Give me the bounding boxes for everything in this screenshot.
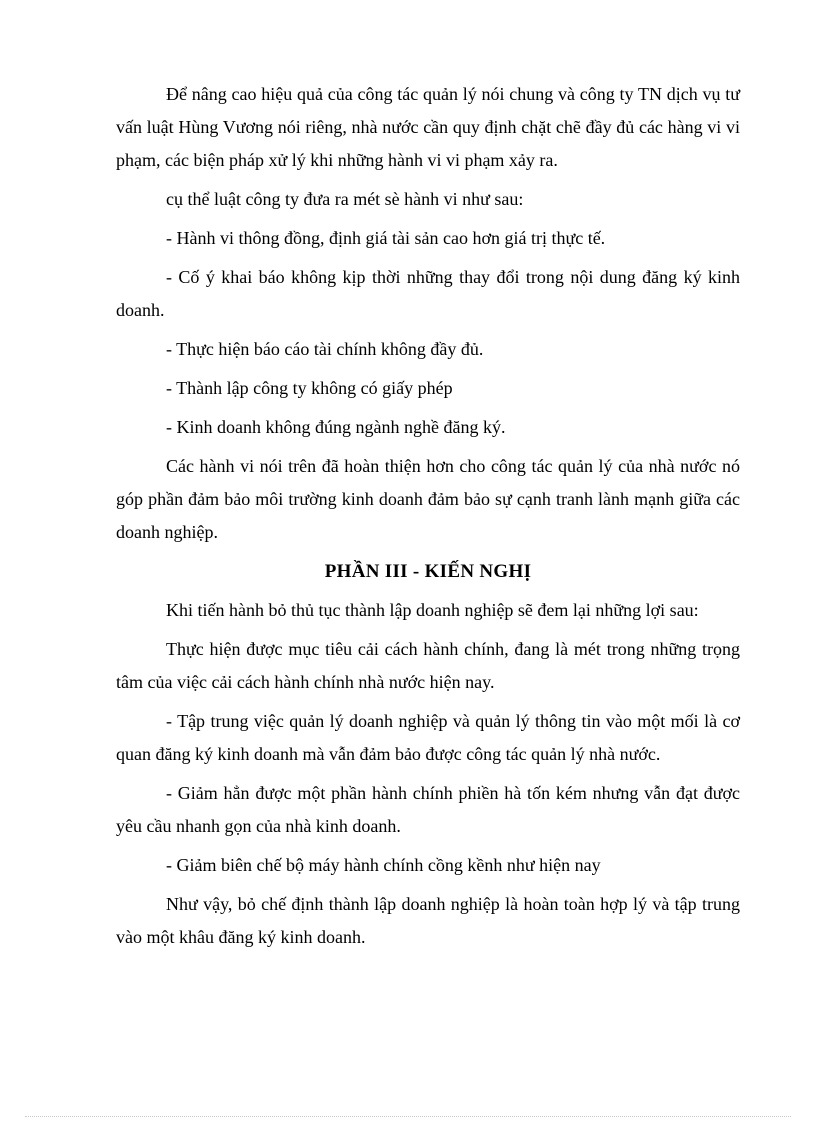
document-page [116, 78, 740, 960]
paragraph-benefits-intro: Khi tiến hành bỏ thủ tục thành lập doanh nghiệp sẽ đem lại những lợi sau: [166, 600, 699, 620]
paragraph-final: Như vậy, bỏ chế định thành lập doanh nghiệp là hoàn toàn hợp lý và tập trung vào một khâu đăng ký kinh doanh. [116, 894, 740, 947]
list-item: - Thực hiện báo cáo tài chính không đầy đủ. [166, 339, 484, 359]
list-item: - Tập trung việc quản lý doanh nghiệp và quản lý thông tin vào một mối là cơ quan đăng ký kinh doanh mà vẫn đảm bảo được công tác quản lý nhà nước. [116, 711, 740, 764]
list-item: - Kinh doanh không đúng ngành nghề đăng ký. [166, 417, 506, 437]
paragraph-benefit: Thực hiện được mục tiêu cải cách hành chính, đang là mét trong những trọng tâm của việc cải cách hành chính nhà nước hiện nay. [116, 639, 740, 692]
list-item: - Hành vi thông đồng, định giá tài sản cao hơn giá trị thực tế. [166, 228, 606, 248]
paragraph-intro: Để nâng cao hiệu quả của công tác quản lý nói chung và công ty TN dịch vụ tư vấn luật Hùng Vương nói riêng, nhà nước cần quy định chặt chẽ đầy đủ các hàng vi vi phạm, các biện pháp xử lý khi những hành vi vi phạm xảy ra. [116, 84, 740, 170]
page-bottom-divider [25, 1116, 791, 1117]
list-item: - Thành lập công ty không có giấy phép [166, 378, 453, 398]
list-item: - Giảm hẳn được một phần hành chính phiền hà tốn kém nhưng vẫn đạt được yêu cầu nhanh gọn của nhà kinh doanh. [116, 783, 740, 836]
paragraph-conclusion: Các hành vi nói trên đã hoàn thiện hơn cho công tác quản lý của nhà nước nó góp phần đảm bảo môi trường kinh doanh đảm bảo sự cạnh tranh lành mạnh giữa các doanh nghiệp. [116, 456, 740, 542]
list-item: - Cố ý khai báo không kịp thời những thay đổi trong nội dung đăng ký kinh doanh. [116, 267, 740, 320]
list-item: - Giảm biên chế bộ máy hành chính cồng kềnh như hiện nay [166, 855, 601, 875]
section-heading: PHẦN III - KIẾN NGHỊ [324, 561, 532, 582]
paragraph-list-intro: cụ thể luật công ty đưa ra mét sè hành vi như sau: [166, 189, 524, 209]
